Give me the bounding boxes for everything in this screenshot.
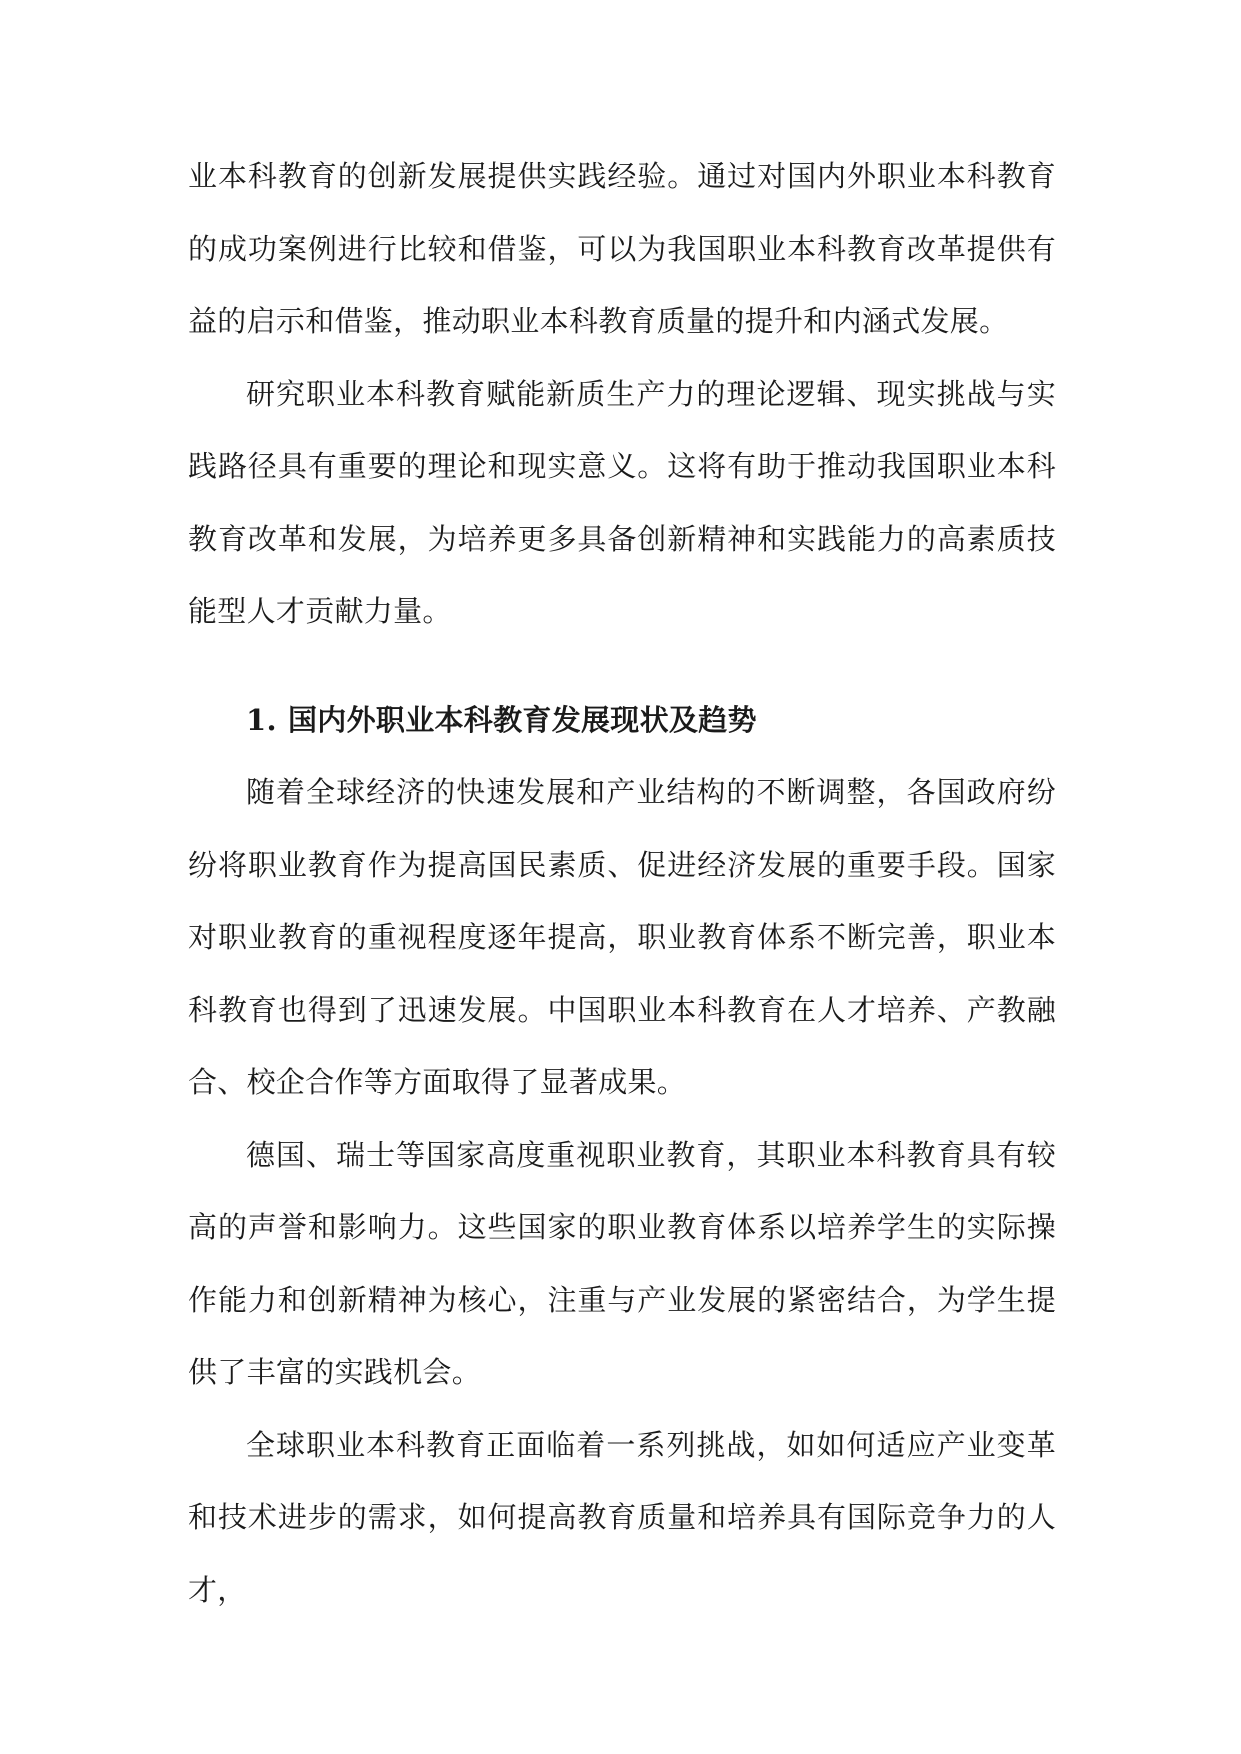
section-heading [188,684,1056,757]
paragraph-research-significance: 研究职业本科教育赋能新质生产力的理论逻辑、现实挑战与实践路径具有重要的理论和现实意义。这将有助于推动我国职业本科教育改革和发展，为培养更多具备创新精神和实践能力的高素质技能型人才贡献力量。 [188,376,1056,628]
paragraph-germany-switzerland: 德国、瑞士等国家高度重视职业教育，其职业本科教育具有较高的声誉和影响力。这些国家的职业教育体系以培养学生的实际操作能力和创新精神为核心，注重与产业发展的紧密结合，为学生提供了丰富的实践机会。 [188,1137,1056,1389]
document-body [188,140,1056,1626]
section-title: 国内外职业本科教育发展现状及趋势 [288,702,757,737]
paragraph-continuation: 业本科教育的创新发展提供实践经验。通过对国内外职业本科教育的成功案例进行比较和借鉴，可以为我国职业本科教育改革提供有益的启示和借鉴，推动职业本科教育质量的提升和内涵式发展。 [188,159,1056,338]
section-number: 1. [246,702,277,737]
paragraph-global-development: 随着全球经济的快速发展和产业结构的不断调整，各国政府纷纷将职业教育作为提高国民素质、促进经济发展的重要手段。国家对职业教育的重视程度逐年提高，职业教育体系不断完善，职业本科教育也得到了迅速发展。中国职业本科教育在人才培养、产教融合、校企合作等方面取得了显著成果。 [188,775,1056,1099]
paragraph-global-challenges: 全球职业本科教育正面临着一系列挑战，如如何适应产业变革和技术进步的需求，如何提高教育质量和培养具有国际竞争力的人才， [188,1427,1056,1607]
